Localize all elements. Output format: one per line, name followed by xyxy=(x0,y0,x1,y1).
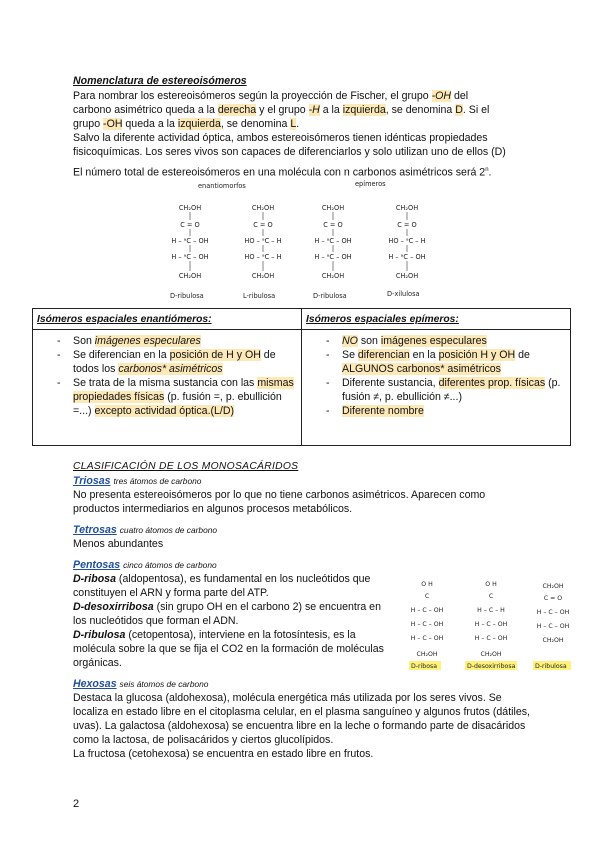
molecule-1-row-5: CH₂OH xyxy=(178,272,202,280)
molecule-4-row-3: HO – ᵃC – H xyxy=(388,237,426,245)
pentoses-figure xyxy=(405,576,585,672)
molecule-2 xyxy=(244,204,281,280)
molecule-1-row-2: C = O xyxy=(180,221,200,229)
caption-d-xilulosa: D-xilulosa xyxy=(387,290,420,298)
pentose-1-row-3: H – C – OH xyxy=(410,607,444,614)
pentose-1-row-5: H – C – OH xyxy=(410,635,444,642)
pentose-3-row-3: H – C – OH xyxy=(536,609,570,616)
molecule-4-row-1: CH₂OH xyxy=(395,204,419,212)
molecule-2-row-1: CH₂OH xyxy=(251,204,275,212)
molecule-3-row-5: CH₂OH xyxy=(321,272,345,280)
hexosas-text-2: La fructosa (cetohexosa) se encuentra en estado libre en frutos. xyxy=(73,748,374,760)
label-epimeros: epímeros xyxy=(355,180,386,188)
label-enantiomeros: enantiomorfos xyxy=(198,182,246,190)
molecule-4-row-2: C = O xyxy=(397,221,417,229)
molecule-3-row-3: H – ᵃC – OH xyxy=(314,237,352,245)
epimeros-item-4: - Diferente nombre xyxy=(326,404,566,418)
triosas-section: Triosas tres átomos de carbono No presenta estereoisómeros por lo que no tiene carbonos asimétricos. Aparecen como productos intermediarios en algunos procesos metabólicos. xyxy=(73,474,533,516)
pentose-1-row-2: C xyxy=(424,593,430,600)
tetrosas-title: Tetrosas xyxy=(73,524,117,536)
pentose-3-row-1: CH₂OH xyxy=(542,583,564,590)
molecule-1-row-1: CH₂OH xyxy=(178,204,202,212)
pentose-1-row-6: CH₂OH xyxy=(416,651,438,658)
molecule-1 xyxy=(171,204,208,280)
caption-ribulosa: D-ribulosa xyxy=(535,663,567,670)
triosas-text: No presenta estereoisómeros por lo que no tiene carbonos asimétricos. Aparecen como productos intermediarios en algunos procesos metabólicos. xyxy=(73,489,486,515)
pentosas-title: Pentosas xyxy=(73,559,121,571)
molecule-3-row-4: H – ᵃC – OH xyxy=(314,253,352,261)
molecule-4-row-4: H – ᵃC – OH xyxy=(388,253,426,261)
caption-d-ribulosa-2: D-ribulosa xyxy=(313,292,347,300)
intro-paragraph-1: Para nombrar los estereoisómeros según la proyección de Fischer, el grupo -OH del carbono asimétrico queda a la derecha y el grupo -H a la izquierda, se denomina D. Si el grupo -OH queda a la izquierda, se denomina L. xyxy=(73,90,490,130)
triosas-title: Triosas xyxy=(73,475,111,487)
pentose-3-row-2: C = O xyxy=(543,595,563,602)
molecule-2-row-5: CH₂OH xyxy=(251,272,275,280)
molecule-2-row-4: HO – ᵃC – H xyxy=(244,253,282,261)
ribulosa-text: D-ribulosa (cetopentosa), interviene en la fotosíntesis, es la molécula sobre la que se fija el CO2 en la formación de moléculas orgánicas. xyxy=(73,629,384,669)
pentose-2-row-6: CH₂OH xyxy=(480,651,502,658)
pentose-2-row-4: H – C – OH xyxy=(474,621,508,628)
header-epimeros: Isómeros espaciales epímeros: xyxy=(302,309,571,330)
fischer-projections-figure xyxy=(150,180,470,302)
epimeros-item-3: - Diferente sustancia, diferentes prop. físicas (p. fusión ≠, p. ebullición ≠...) xyxy=(326,376,566,404)
pentose-2-row-1: O H xyxy=(485,581,497,588)
hexosas-title: Hexosas xyxy=(73,678,117,690)
enantiomeros-item-3: - Se trata de la misma sustancia con las mismas propiedades físicas (p. fusión =, p. ebullición =...) excepto actividad óptica.(L/D) xyxy=(57,376,297,418)
page-number: 2 xyxy=(73,798,80,810)
pentose-3-row-4: H – C – OH xyxy=(536,623,570,630)
tetrosas-section: Tetrosas cuatro átomos de carbono Menos abundantes xyxy=(73,523,533,551)
caption-l-ribulosa: L-ribulosa xyxy=(243,292,276,300)
enantiomeros-item-1: - Son imágenes especulares xyxy=(57,334,297,348)
pentose-2-row-5: H – C – OH xyxy=(474,635,508,642)
molecule-3 xyxy=(314,204,351,280)
caption-d-ribulosa-1: D-ribulosa xyxy=(170,292,204,300)
pentose-1-row-4: H – C – OH xyxy=(410,621,444,628)
tetrosas-text: Menos abundantes xyxy=(73,538,164,550)
molecule-3-row-2: C = O xyxy=(323,221,343,229)
intro-title: Nomenclatura de estereoisómeros xyxy=(73,75,247,87)
header-enantiomeros: Isómeros espaciales enantiómeros: xyxy=(33,309,302,330)
molecule-1-row-3: H – ᵃC – OH xyxy=(171,237,209,245)
pentose-2-row-2: C xyxy=(488,593,494,600)
molecule-3-row-1: CH₂OH xyxy=(321,204,345,212)
ribosa-text: D-ribosa (aldopentosa), es fundamental en los nucleótidos que constituyen el ARN y forma parte del ATP. xyxy=(73,573,371,599)
epimeros-item-2: - Se diferencian en la posición H y OH de ALGUNOS carbonos* asimétricos xyxy=(326,348,566,376)
intro-section xyxy=(73,74,533,180)
molecule-1-row-4: H – ᵃC – OH xyxy=(171,253,209,261)
desoxirribosa-text: D-desoxirribosa (sin grupo OH en el carbono 2) se encuentra en los nucleótidos que forman el ADN. xyxy=(73,601,381,627)
hexosas-text-1: Destaca la glucosa (aldohexosa), molécula energética más utilizada por los seres vivos. Se localiza en estado libre en el citoplasma celular, en el plasma sanguíneo y algunos frutos (dátiles, uvas). La galactosa (aldohexosa) se encuentra libre en la leche o formando parte de disacáridos como la lactosa, de polisacáridos y ciertos glucolípidos. xyxy=(73,692,530,746)
pentosas-section: Pentosas cinco átomos de carbono D-ribosa (aldopentosa), es fundamental en los nucleótidos que constituyen el ARN y forma parte del ATP. D-desoxirribosa (sin grupo OH en el carbono 2) se encuentra en los nucleótidos que forman el ADN. D-ribulosa (cetopentosa), interviene en la fotosíntesis, es la molécula sobre la que se fija el CO2 en la formación de moléculas orgánicas. xyxy=(73,558,533,670)
pentose-2-row-3: H – C – H xyxy=(477,607,505,614)
epimeros-item-1: - NO son imágenes especulares xyxy=(326,334,566,348)
intro-paragraph-2: Salvo la diferente actividad óptica, ambos estereoisómeros tienen idénticas propiedades fisicoquímicas. Los seres vivos son capaces de diferenciarlos y solo utilizan uno de ellos (D) xyxy=(73,132,506,158)
intro-paragraph-3: El número total de estereoisómeros en una molécula con n carbonos asimétricos será 2$^n$. xyxy=(73,166,492,179)
enantiomeros-cell xyxy=(33,330,302,446)
molecule-4 xyxy=(388,204,425,280)
pentose-3-row-5: CH₂OH xyxy=(542,637,564,644)
monosacaridos-title: CLASIFICACIÓN DE LOS MONOSACÁRIDOS xyxy=(73,461,299,472)
molecule-2-row-2: C = O xyxy=(253,221,273,229)
epimeros-cell xyxy=(302,330,571,446)
enantiomeros-item-2: - Se diferencian en la posición de H y OH de todos los carbonos* asimétricos xyxy=(57,348,297,376)
molecule-4-row-5: CH₂OH xyxy=(395,272,419,280)
molecule-2-row-3: HO – ᵃC – H xyxy=(244,237,282,245)
hexosas-section: Hexosas seis átomos de carbono Destaca la glucosa (aldohexosa), molécula energética más utilizada por los seres vivos. Se localiza en estado libre en el citoplasma celular, en el plasma sanguíneo y algunos frutos (dátiles, uvas). La galactosa (aldohexosa) se encuentra libre en la leche o formando parte de disacáridos como la lactosa, de polisacáridos y ciertos glucolípidos. La fructosa (cetohexosa) se encuentra en estado libre en frutos. xyxy=(73,677,533,761)
pentose-1-row-1: O H xyxy=(421,581,433,588)
caption-ribosa: D-ribosa xyxy=(411,663,437,670)
isomers-table xyxy=(32,308,571,446)
caption-desoxirribosa: D-desoxirribosa xyxy=(467,663,516,670)
